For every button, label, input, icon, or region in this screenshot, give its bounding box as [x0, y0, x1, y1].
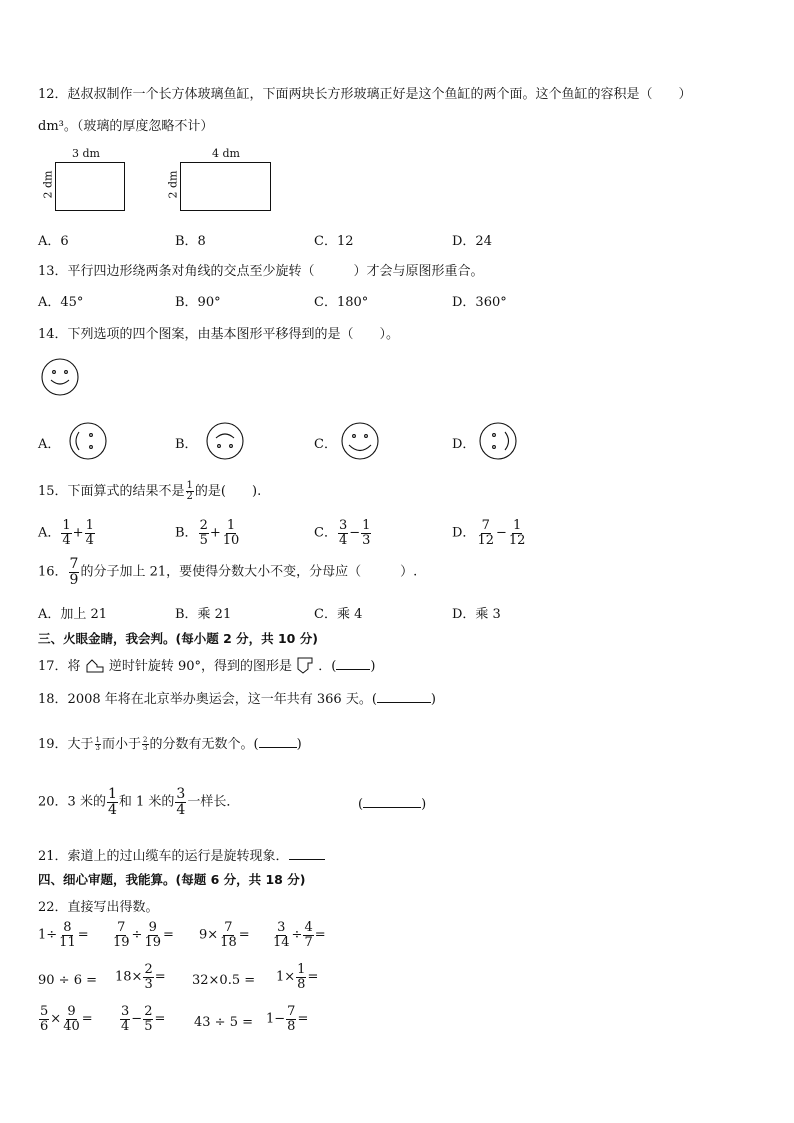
rect2-top-label: 4 dm	[212, 147, 240, 160]
question-14-text: 14．下列选项的四个图案，由基本图形平移得到的是（ ）。	[38, 327, 400, 342]
q12-option-c: C．12	[314, 234, 354, 249]
arrow-shape-rotated-icon	[296, 656, 314, 674]
calc-r3-2: $\frac{3}{4}$ − $\frac{2}{5}$ =	[121, 1004, 166, 1034]
question-17-text: 17．将 逆时针旋转 90°，得到的图形是 ．( )	[38, 655, 375, 674]
question-21-text: 21．索道上的过山缆车的运行是旋转现象．	[38, 845, 325, 864]
q16-option-a: A．加上 21	[38, 607, 108, 622]
calc-r1-4: $\frac{3}{14}$ ÷ $\frac{4}{7}$ =	[273, 920, 326, 950]
section-3-heading: 三、火眼金睛，我会判。(每小题 2 分，共 10 分)	[38, 631, 318, 646]
q15-prefix: 15．下面算式的结果不是	[38, 484, 185, 499]
q12-option-a: A．6	[38, 234, 69, 249]
calc-r2-4: 1× $\frac{1}{8}$ =	[276, 962, 319, 992]
rect2-side-label: 2 dm	[166, 170, 180, 199]
q14-option-d: D．	[452, 437, 476, 452]
answer-blank-20[interactable]	[363, 807, 421, 808]
fraction-one-half: $\frac{1}{2}$	[186, 479, 193, 502]
answer-blank-19[interactable]	[259, 747, 297, 748]
rect2	[180, 162, 271, 211]
question-13-text: 13．平行四边形绕两条对角线的交点至少旋转（ ）才会与原图形重合。	[38, 264, 484, 279]
face-upside-down-icon	[204, 420, 246, 462]
rect1	[55, 162, 125, 211]
question-20-text: 20．3 米的 $\frac{1}{4}$ 和 1 米的 $\frac{3}{4}$ 一样长．	[38, 786, 240, 818]
question-12-text-cont: dm³。（玻璃的厚度忽略不计）	[38, 119, 214, 134]
q13-option-d: D．360°	[452, 295, 507, 310]
q14-option-b: B．	[175, 437, 198, 452]
q14-option-c: C．	[314, 437, 337, 452]
q12-option-b: B．8	[175, 234, 206, 249]
q15-option-b: B． $\frac{2}{5}$ + $\frac{1}{10}$	[175, 518, 240, 548]
answer-blank-18[interactable]	[377, 702, 431, 703]
calc-r1-3: 9× $\frac{7}{18}$ =	[199, 920, 250, 950]
calc-r1-2: $\frac{7}{19}$ ÷ $\frac{9}{19}$ =	[113, 920, 174, 950]
q13-option-b: B．90°	[175, 295, 221, 310]
face-smile-icon	[339, 420, 381, 464]
face-rotated-left-icon	[477, 420, 519, 462]
answer-paren-20: ( )	[358, 797, 427, 812]
answer-blank-21[interactable]	[289, 859, 325, 860]
question-22-text: 22．直接写出得数。	[38, 900, 159, 915]
q13-option-c: C．180°	[314, 295, 369, 310]
q15-option-a: A． $\frac{1}{4}$ + $\frac{1}{4}$	[38, 518, 94, 548]
question-15-text	[38, 480, 261, 503]
fraction-7-9: $\frac{7}{9}$	[69, 556, 79, 588]
section-4-heading: 四、细心审题，我能算。(每题 6 分，共 18 分)	[38, 872, 306, 887]
q16-option-d: D．乘 3	[452, 607, 501, 622]
calc-r2-1: 90 ÷ 6 =	[38, 973, 97, 988]
question-12-text: 12．赵叔叔制作一个长方体玻璃鱼缸，下面两块长方形玻璃正好是这个鱼缸的两个面。这个鱼缸的容积是（ ）	[38, 87, 692, 102]
q13-option-a: A．45°	[38, 295, 84, 310]
calc-r3-1: $\frac{5}{6}$ × $\frac{9}{40}$ =	[40, 1004, 93, 1034]
calc-r3-4: 1− $\frac{7}{8}$ =	[266, 1004, 309, 1034]
question-19-text: 19．大于 $\frac{1}{3}$ 而小于 $\frac{2}{3}$ 的分数有无数个。( )	[38, 735, 302, 752]
q12-option-d: D．24	[452, 234, 492, 249]
face-rotated-right-icon	[67, 421, 109, 461]
q15-suffix: 的是( ).	[194, 484, 262, 499]
calc-r2-3: 32×0.5 =	[192, 973, 256, 988]
calc-r3-3: 43 ÷ 5 =	[194, 1015, 253, 1030]
q14-option-a: A．	[38, 437, 61, 452]
q15-option-c: C． $\frac{3}{4}$ − $\frac{1}{3}$	[314, 518, 371, 548]
calc-r2-2: 18× $\frac{2}{3}$ =	[115, 962, 166, 992]
smiley-face-icon	[40, 357, 80, 397]
calc-r1-1: 1÷ $\frac{8}{11}$ =	[38, 920, 89, 950]
question-18-text: 18．2008 年将在北京举办奥运会，这一年共有 366 天。( )	[38, 692, 436, 707]
q16-option-c: C．乘 4	[314, 607, 363, 622]
question-16-text: 16． $\frac{7}{9}$ 的分子加上 21，要使得分数大小不变，分母应（ ）.	[38, 556, 418, 588]
answer-blank-17[interactable]	[336, 669, 370, 670]
arrow-shape-original-icon	[85, 657, 105, 673]
q16-option-b: B．乘 21	[175, 607, 232, 622]
rect1-side-label: 2 dm	[41, 170, 55, 199]
rect1-top-label: 3 dm	[72, 147, 100, 160]
q15-option-d: D． $\frac{7}{12}$ − $\frac{1}{12}$	[452, 518, 526, 548]
